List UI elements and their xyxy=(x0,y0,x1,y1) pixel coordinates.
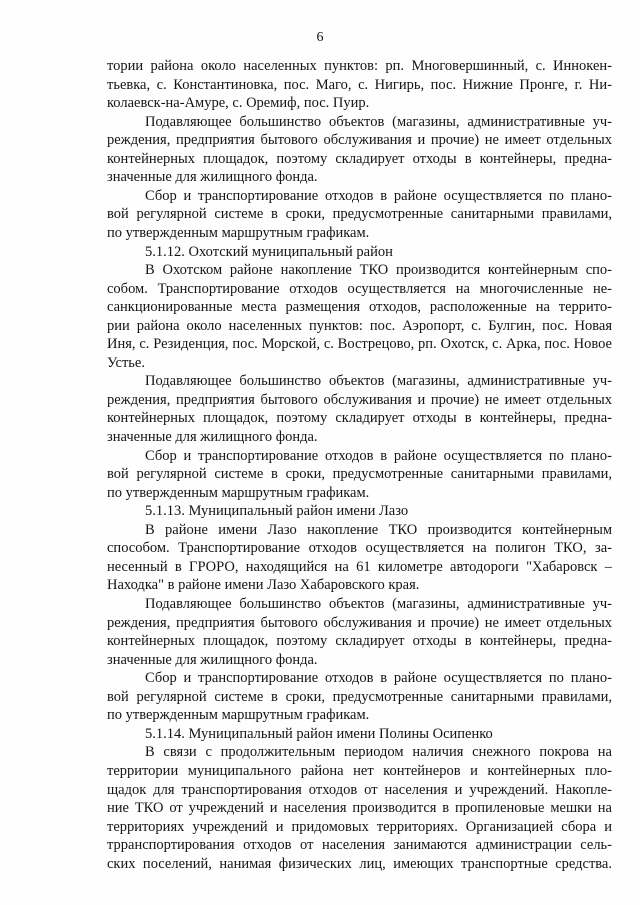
text-line: способом. Транспортирование отходов осуществляется на полигон ТКО, за- xyxy=(107,540,612,557)
text-line: собом. Транспортирование отходов осуществляется на многочисленные не- xyxy=(107,280,612,297)
text-line: вой регулярной системе в сроки, предусмотренные санитарными правилами, xyxy=(107,466,612,483)
text-line: Иня, с. Резиденция, пос. Морской, с. Вострецово, рп. Охотск, с. Арка, пос. Новое xyxy=(107,336,612,353)
text-line: по утвержденным маршрутным графикам. xyxy=(107,707,370,724)
text-line: Подавляющее большинство объектов (магазины, административные уч- xyxy=(145,113,612,130)
text-line: 5.1.13. Муниципальный район имени Лазо xyxy=(145,503,409,520)
text-line: колаевск-на-Амуре, с. Оремиф, пос. Пуир. xyxy=(107,95,370,112)
text-line: щадок для транспортирования отходов от населения и учреждений. Накопле- xyxy=(107,781,612,798)
text-line: Подавляющее большинство объектов (магазины, административные уч- xyxy=(145,596,612,612)
text-line: контейнерных площадок, поэтому складирует отходы в контейнеры, предна- xyxy=(107,410,612,427)
text-line: Подавляющее большинство объектов (магазины, административные уч- xyxy=(145,373,612,390)
text-line: В Охотском районе накопление ТКО производится контейнерным спо- xyxy=(145,262,612,279)
text-line: вой регулярной системе в сроки, предусмотренные санитарными правилами, xyxy=(107,206,612,223)
text-line: реждения, предприятия бытового обслуживания и прочие) не имеет отдельных xyxy=(107,391,612,408)
text-line: Сбор и транспортирование отходов в районе осуществляется по плано- xyxy=(145,670,612,687)
text-line: Сбор и транспортирование отходов в районе осуществляется по плано- xyxy=(145,447,612,464)
text-line: территории муниципального района нет контейнеров и контейнерных пло- xyxy=(107,762,612,779)
text-line: Находка" в районе имени Лазо Хабаровского края. xyxy=(107,577,420,594)
text-line: рии района около населенных пунктов: пос. Аэропорт, с. Булгин, пос. Новая xyxy=(107,317,612,334)
text-line: по утвержденным маршрутным графикам. xyxy=(107,484,370,501)
text-line: тории района около населенных пунктов: рп. Многовершинный, с. Иннокен- xyxy=(107,58,612,74)
text-line: несенный в ГРОРО, находящийся на 61 километре автодороги "Хабаровск – xyxy=(107,558,612,575)
text-line: тьевка, с. Константиновка, пос. Маго, с. Нигирь, пос. Нижние Пронге, г. Ни- xyxy=(107,76,612,93)
text-line: реждения, предприятия бытового обслуживания и прочие) не имеет отдельных xyxy=(107,132,612,149)
text-line: трранспортирования отходов от населения занимаются администрации сель- xyxy=(107,837,612,854)
text-line: 5.1.14. Муниципальный район имени Полины Осипенко xyxy=(145,725,493,742)
text-line: В районе имени Лазо накопление ТКО производится контейнерным xyxy=(145,521,612,538)
text-line: по утвержденным маршрутным графикам. xyxy=(107,225,370,241)
text-line: Устье. xyxy=(107,354,145,371)
text-line: ских поселений, нанимая физических лиц, имеющих транспортные средства. xyxy=(107,855,612,872)
text-line: санкционированные места размещения отходов, расположенные на террито- xyxy=(107,299,612,316)
text-line: реждения, предприятия бытового обслуживания и прочие) не имеет отдельных xyxy=(107,614,612,631)
text-line: В связи с продолжительным периодом наличия снежного покрова на xyxy=(145,744,612,761)
text-line: Сбор и транспортирование отходов в районе осуществляется по плано- xyxy=(145,187,612,204)
text-line: контейнерных площадок, поэтому складирует отходы в контейнеры, предна- xyxy=(107,633,612,650)
text-line: значенные для жилищного фонда. xyxy=(107,429,318,445)
text-line: значенные для жилищного фонда. xyxy=(107,169,318,186)
text-line: значенные для жилищного фонда. xyxy=(107,651,318,668)
text-line: территориях учреждений и придомовых территориях. Организацией сбора и xyxy=(107,818,612,835)
page-number: 6 xyxy=(316,30,324,45)
text-line: контейнерных площадок, поэтому складирует отходы в контейнеры, предна- xyxy=(107,150,612,167)
text-line: ние ТКО от учреждений и населения производится в пропиленовые мешки на xyxy=(107,800,612,816)
text-line: вой регулярной системе в сроки, предусмотренные санитарными правилами, xyxy=(107,688,612,705)
text-line: 5.1.12. Охотский муниципальный район xyxy=(145,243,393,260)
